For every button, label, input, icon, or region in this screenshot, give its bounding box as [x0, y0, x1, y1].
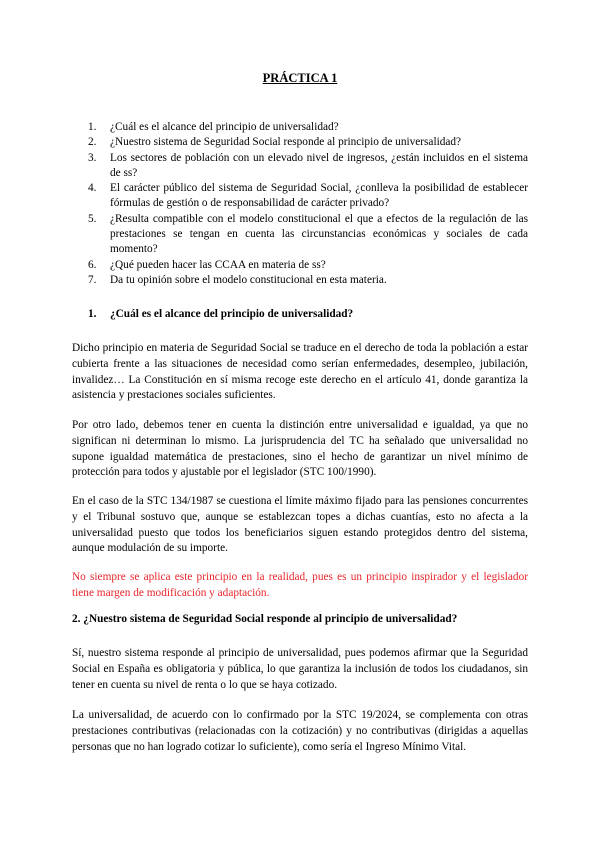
list-item — [88, 212, 528, 258]
section-1-title: ¿Cuál es el alcance del principio de universalidad? — [110, 308, 354, 320]
section-1-heading — [88, 307, 528, 322]
list-item-number: 2. — [88, 136, 97, 149]
section-2-heading: 2. ¿Nuestro sistema de Seguridad Social responde al principio de universalidad? — [72, 613, 458, 625]
section-1-paragraph-3: En el caso de la STC 134/1987 se cuestiona el límite máximo fijado para las pensiones concurrentes y el Tribunal sostuvo que, aunque se establezcan topes a dichas cuantías, esto no afecta a la universalidad puesto que todos los beneficiarios siguen estando protegidos dentro del sistema, aunque modulación de su importe. — [72, 495, 528, 555]
list-item-text: ¿Nuestro sistema de Seguridad Social responde al principio de universalidad? — [110, 136, 462, 149]
list-item-number: 5. — [88, 212, 97, 225]
section-2-paragraph-2: La universalidad, de acuerdo con lo confirmado por la STC 19/2024, se complementa con otras prestaciones contributivas (relacionadas con la cotización) y no contributivas (dirigidas a aquellas personas que no han logrado cotizar lo suficiente), como sería el Ingreso Mínimo Vital. — [72, 709, 528, 753]
list-item-text: Los sectores de población con un elevado nivel de ingresos, ¿están incluidos en el sistema de ss? — [110, 151, 528, 179]
list-item-number: 4. — [88, 182, 97, 195]
question-list — [88, 120, 528, 288]
list-item — [88, 258, 528, 273]
section-1-paragraph-1: Dicho principio en materia de Seguridad Social se traduce en el derecho de toda la población a estar cubierta frente a las situaciones de necesidad como serían enfermedades, desempleo, jubilación, invalidez… La Constitución en sí misma recoge este derecho en el artículo 41, donde garantiza la asistencia y prestaciones sociales suficientes. — [72, 342, 528, 402]
list-item-number: 3. — [88, 151, 97, 164]
section-2-paragraph-1: Sí, nuestro sistema responde al principio de universalidad, pues podemos afirmar que la Seguridad Social en España es obligatoria y pública, lo que garantiza la inclusión de todos los ciudadanos, sin tener en cuenta su nivel de renta o lo que se haya cotizado. — [72, 647, 528, 691]
list-item-number: 6. — [88, 258, 97, 271]
list-item — [88, 135, 528, 150]
list-item-text: ¿Qué pueden hacer las CCAA en materia de ss? — [110, 258, 326, 271]
list-item — [88, 120, 528, 135]
list-item — [88, 151, 528, 182]
list-item — [88, 181, 528, 212]
section-1-highlighted-note: No siempre se aplica este principio en la realidad, pues es un principio inspirador y el legislador tiene margen de modificación y adaptación. — [72, 571, 528, 599]
page-title: PRÁCTICA 1 — [262, 71, 338, 85]
list-item-text: Da tu opinión sobre el modelo constitucional en esta materia. — [110, 273, 387, 286]
section-1-number: 1. — [88, 308, 97, 320]
list-item-number: 1. — [88, 121, 97, 133]
list-item — [88, 273, 528, 288]
list-item-number: 7. — [88, 273, 97, 286]
section-1-paragraph-2: Por otro lado, debemos tener en cuenta la distinción entre universalidad e igualdad, ya que no significan ni determinan lo mismo. La jurisprudencia del TC ha señalado que universalidad no supone igualdad matemática de prestaciones, sino el hecho de garantizar un nivel mínimo de protección para todos y ajustable por el legislador (STC 100/1990). — [72, 419, 528, 479]
list-item-text: El carácter público del sistema de Seguridad Social, ¿conlleva la posibilidad de establecer fórmulas de gestión o de responsabilidad de carácter privado? — [110, 182, 528, 210]
list-item-text: ¿Resulta compatible con el modelo constitucional el que a efectos de la regulación de las prestaciones se tengan en cuenta las circunstancias económicas y sociales de cada momento? — [110, 212, 528, 256]
list-item-text: ¿Cuál es el alcance del principio de universalidad? — [110, 121, 339, 133]
